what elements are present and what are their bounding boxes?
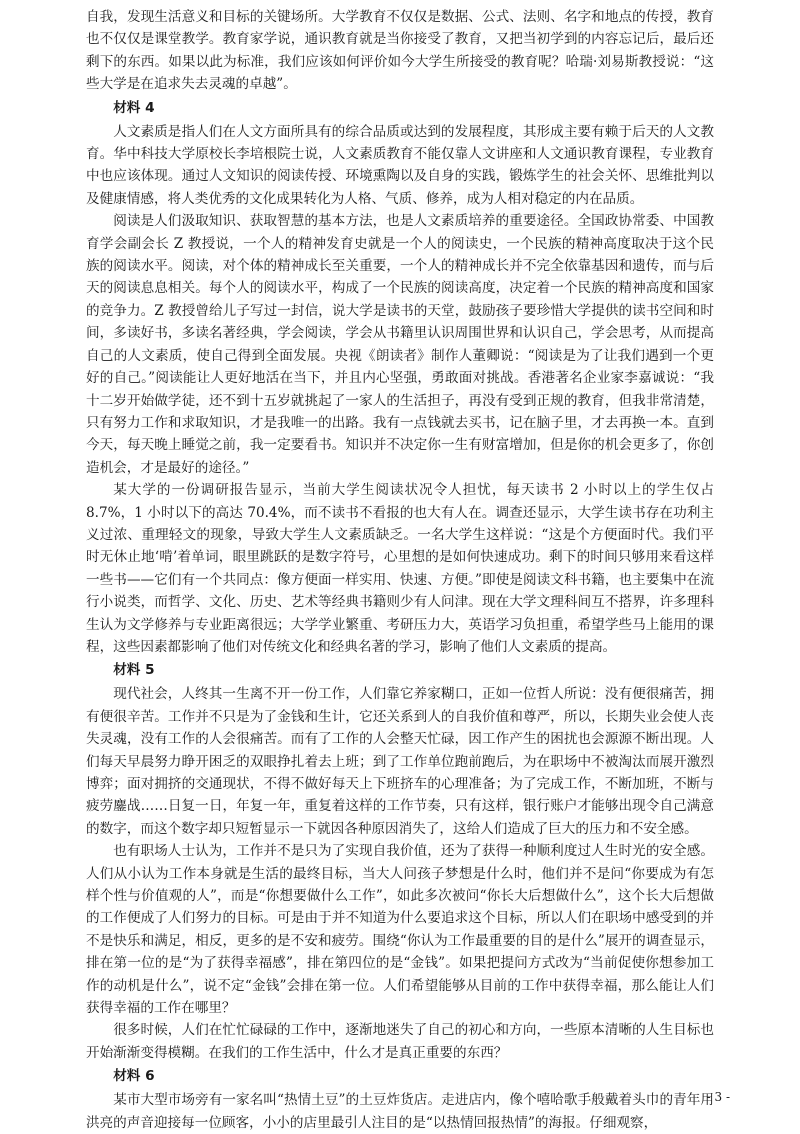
paragraph-6-1: 某市大型市场旁有一家名叫“热情土豆”的土豆炸货店。走进店内，像个嘻哈歌手般戴着头巾的青年用洪亮的声音迎接每一位顾客，小小的店里最引人注目的是“以热情回报热情”的海报。仔细观察，	[86, 1092, 714, 1131]
section-heading-5: 材料 5	[113, 662, 155, 679]
paragraph-5-1: 现代社会，人终其一生离不开一份工作，人们靠它养家糊口，正如一位哲人所说：没有便很痛苦，拥有便很辛苦。工作并不只是为了金钱和生计，它还关系到人的自我价值和尊严，所以，长期失业会使人丧失灵魂，没有工作的人会很痛苦。而有了工作的人会整天忙碌，因工作产生的困扰也会源源不断出现。人们每天早晨努力睁开困乏的双眼挣扎着去上班；到了工作单位跑前跑后，为在职场中不被淘汰而展开激烈博弈；面对拥挤的交通现状，不得不做好每天上下班挤车的心理准备；为了完成工作，不断加班，不断与疲劳鏖战……日复一日，年复一年，重复着这样的工作节奏，只有这样，银行账户才能够出现令自己满意的数字，而这个数字却只短暂显示一下就因各种原因消失了，这给人们造成了巨大的压力和不安全感。	[86, 686, 714, 837]
paragraph-4-3: 某大学的一份调研报告显示，当前大学生阅读状况令人担忧，每天读书 2 小时以上的学生仅占 8.7%，1 小时以下的高达 70.4%，而不读书不看报的也大有人在。调查还显示，大学生读书存在功利主义过浓、重理轻文的现象，导致大学生人文素质缺乏。一名大学生这样说：“这是个方便面时代。我们平时无休止地‘啃’着单词，眼里跳跃的是数字符号，心里想的是如何快速成功。剩下的时间只够用来看这样一些书——它们有一个共同点：像方便面一样实用、快速、方便。”即使是阅读文科书籍，也主要集中在流行小说类，而哲学、文化、历史、艺术等经典书籍则少有人问津。现在大学文理科间互不搭界，许多理科生认为文学修养与专业距离很远；大学学业繁重、考研压力大，英语学习负担重，希望学些马上能用的课程，这些因素都影响了他们对传统文化和经典名著的学习，影响了他们人文素质的提高。	[86, 482, 714, 655]
paragraph-5-2: 也有职场人士认为，工作并不是只为了实现自我价值，还为了获得一种顺利度过人生时光的安全感。人们从小认为工作本身就是生活的最终目标，当大人问孩子梦想是什么时，他们并不是问“你要成为有怎样个性与价值观的人”，而是“你想要做什么工作”，如此多次被问“你长大后想做什么”，这个长大后想做的工作便成了人们努力的目标。可是由于并不知道为什么要追求这个目标，所以人们在职场中感受到的并不是快乐和满足，相反，更多的是不安和疲劳。围绕“你认为工作最重要的目的是什么”展开的调查显示，排在第一位的是“为了获得幸福感”，排在第四位的是“金钱”。如果把提问方式改为“当前促使你想参加工作的动机是什么”，说不定“金钱”会排在第一位。人们希望能够从目前的工作中获得幸福，那么能让人们获得幸福的工作在哪里？	[86, 843, 714, 1017]
continuation-paragraph: 自我，发现生活意义和目标的关键场所。大学教育不仅仅是数据、公式、法则、名字和地点的传授，教育也不仅仅是课堂教学。教育家学说，通识教育就是当你接受了教育，又把当初学到的内容忘记后，最后还剩下的东西。如果以此为标准，我们应该如何评价如今大学生所接受的教育呢？哈瑞·刘易斯教授说：“这些大学是在追求失去灵魂的卓越”。	[86, 9, 714, 93]
paragraph-5-3: 很多时候，人们在忙忙碌碌的工作中，逐渐地迷失了自己的初心和方向，一些原本清晰的人生目标也开始渐渐变得模糊。在我们的工作生活中，什么才是真正重要的东西？	[86, 1022, 714, 1061]
section-heading-6: 材料 6	[113, 1068, 155, 1085]
page-number: - 3 -	[706, 1090, 730, 1104]
document-body	[86, 6, 714, 1134]
paragraph-4-2: 阅读是人们汲取知识、获取智慧的基本方法，也是人文素质培养的重要途径。全国政协常委、中国教育学会副会长 Z 教授说，一个人的精神发育史就是一个人的阅读史，一个民族的精神高度取决于这个民族的阅读水平。阅读，对个体的精神成长至关重要，一个人的精神成长并不完全依靠基因和遗传，而与后天的阅读息息相关。每个人的阅读水平，构成了一个民族的阅读高度，决定着一个民族的精神高度和国家的竞争力。Z 教授曾给儿子写过一封信，说大学是读书的天堂，鼓励孩子要珍惜大学提供的读书空间和时间，多读好书，多读名著经典，学会阅读，学会从书籍里认识周围世界和认识自己，学会思考，从而提高自己的人文素质，使自己得到全面发展。央视《朗读者》制作人董卿说：“阅读是为了让我们遇到一个更好的自己。”阅读能让人更好地活在当下，并且内心坚强，勇敢面对挑战。香港著名企业家李嘉诚说：“我十二岁开始做学徒，还不到十五岁就挑起了一家人的生活担子，再没有受到正规的教育，但我非常清楚，只有努力工作和求取知识，才是我唯一的出路。我有一点钱就去买书，记在脑子里，才去再换一本。直到今天，每天晚上睡觉之前，我一定要看书。知识并不决定你一生有财富增加，但是你的机会更多了，你创造机会，才是最好的途径。”	[86, 213, 714, 476]
section-heading-4: 材料 4	[113, 99, 155, 116]
paragraph-4-1: 人文素质是指人们在人文方面所具有的综合品质或达到的发展程度，其形成主要有赖于后天的人文教育。华中科技大学原校长李培根院士说，人文素质教育不能仅靠人文讲座和人文通识教育课程，专业教育中也应该体现。通过人文知识的阅读传授、环境熏陶以及自身的实践，锻炼学生的社会关怀、思维批判以及健康情感，将人类优秀的文化成果转化为人格、气质、修养，成为人相对稳定的内在品质。	[86, 123, 714, 207]
